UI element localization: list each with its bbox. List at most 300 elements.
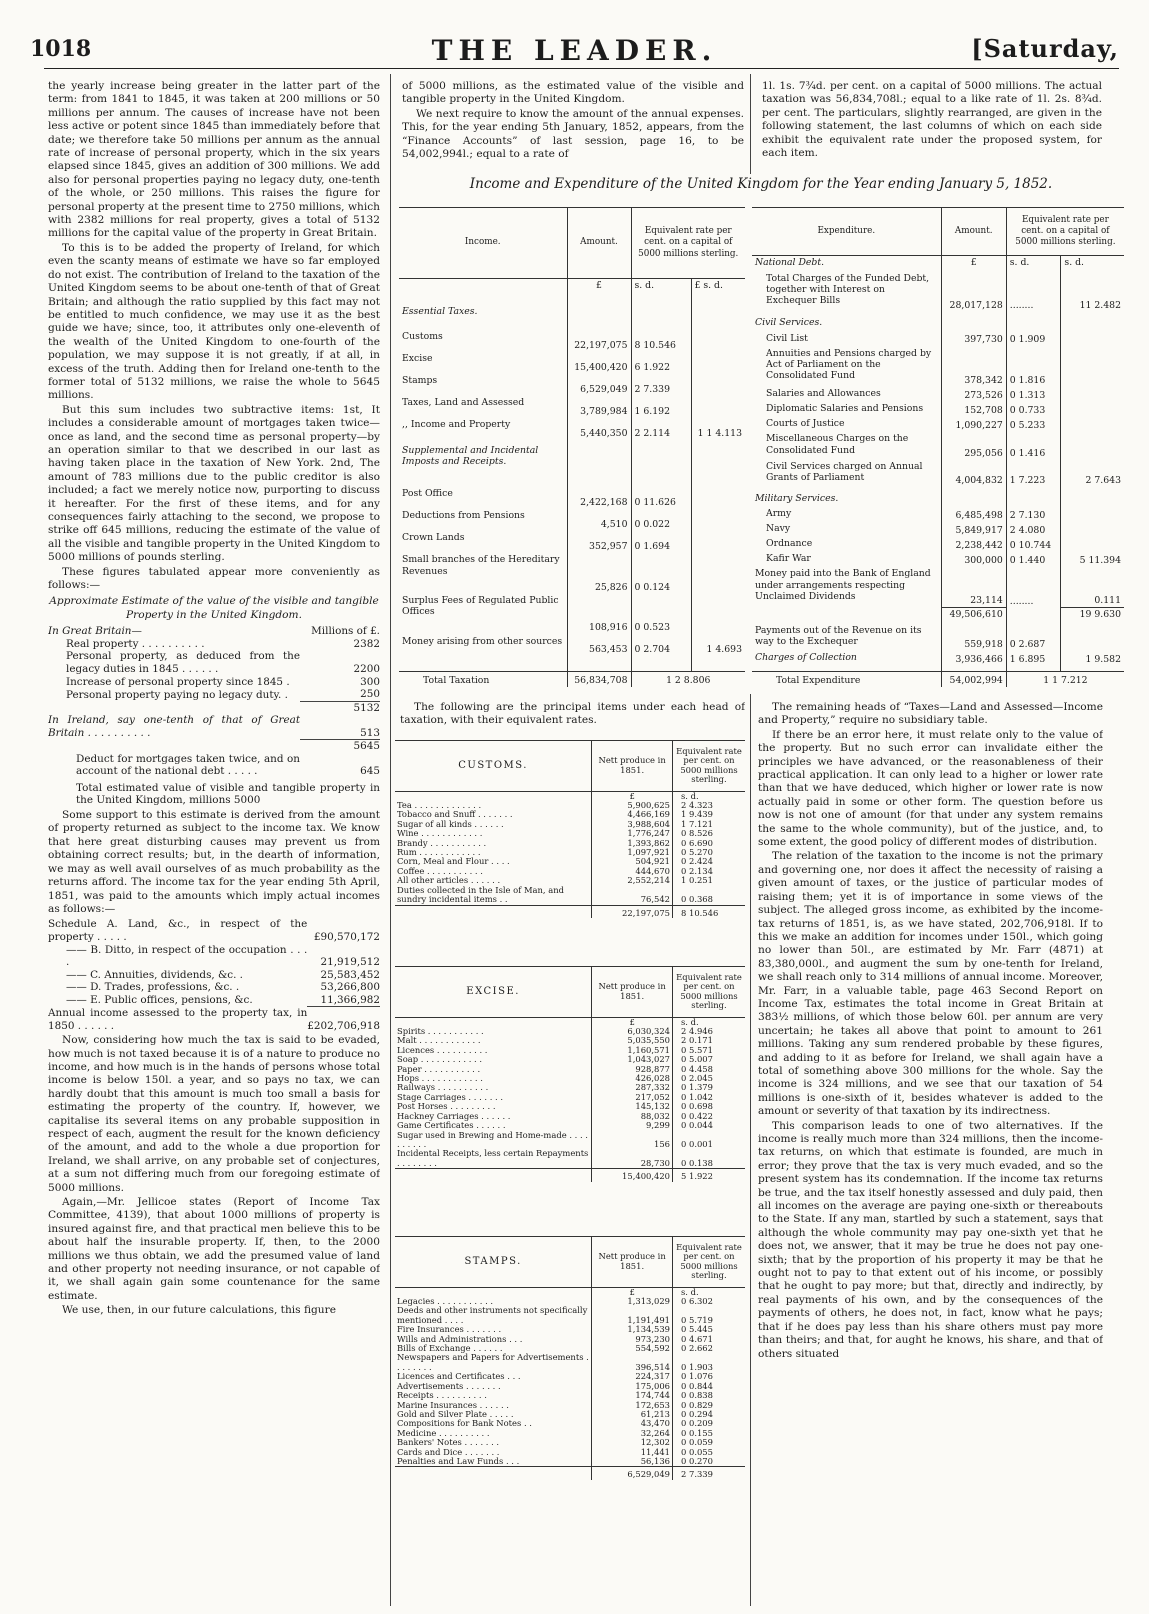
row-amount: 1,776,247 xyxy=(592,829,673,838)
total-rate: 8 10.546 xyxy=(673,905,746,918)
column-rule-3 xyxy=(750,694,751,1606)
unit-label: £ xyxy=(941,256,1006,272)
row-amount: 25,826 xyxy=(567,553,631,594)
group-total: 1 9.582 xyxy=(1061,651,1124,666)
row-amount: 504,921 xyxy=(592,857,673,866)
total-amount: 22,197,075 xyxy=(592,905,673,918)
row-rate: 0 0.044 xyxy=(673,1121,746,1130)
table-header-row xyxy=(395,967,745,1018)
group-heading: Civil Services. xyxy=(755,317,823,329)
row-label: Surplus Fees of Regulated Public Offices xyxy=(402,594,559,618)
header-rule xyxy=(44,68,1119,69)
row-rate: 0 5.270 xyxy=(673,848,746,857)
row-label: Post Office xyxy=(402,488,453,500)
income-total-rate: 1 2 8.806 xyxy=(631,671,745,687)
table-row xyxy=(395,1457,745,1467)
estimate-table xyxy=(48,625,380,807)
estimate-row-value: 513 xyxy=(360,726,380,739)
row-rate: 0 10.744 xyxy=(1006,537,1061,552)
row-amount: 43,470 xyxy=(592,1419,673,1428)
row-amount: 174,744 xyxy=(592,1391,673,1400)
total-rate: 5 1.922 xyxy=(673,1169,746,1182)
row-amount: 9,299 xyxy=(592,1121,673,1130)
expenditure-row-amount: 28,017,128 xyxy=(941,272,1006,313)
row-amount: 563,453 xyxy=(567,635,631,657)
row-label: Annuities and Pensions charged by Act of Parliament on the Consolidated Fund xyxy=(766,347,932,382)
paragraph: The relation of the taxation to the income is not the primary and governing one, nor does it affect the necessity of raising a given amount of taxes, or the justice of particular modes of raising them; yet it is of importance in some views of the subject. The alleged gross income, as exhibited by the income-tax returns of 1851, is, as we have stated, 202,706,918l. If to this we make an addition for incomes under 150l., which going no lower than 50l., are estimated by Mr. Farr (4871) at 83,380,000l., and augment the sum by one-tenth for Ireland, we shall reach only to 314 millions of annual income. Moreover, Mr. Farr, in a valuable table, page 463 Second Report on Income Tax, estimates the total income in Great Britain at 383½ millions, of which those below 60l. per annum are very uncertain; he takes all above that point to amount to 261 millions. Taking any sum rendered probable by these figures, and adding to it as before for Ireland, we shall again have a total of something above 300 millions for the whole. Say the income is 324 millions, and we see that our taxation of 54 millions is one-sixth of it, besides whatever is added to the amount or severity of that taxation by its indirectness. xyxy=(758,850,1103,1118)
expenditure-row-label: Total Charges of the Funded Debt, together with Interest on Exchequer Bills xyxy=(766,272,930,307)
table-row xyxy=(752,347,1124,388)
expenditure-group-total: 0.111 xyxy=(1061,567,1124,608)
paragraph: The remaining heads of “Taxes—Land and Assessed—Income and Property,” require no subsidiary table. xyxy=(758,701,1103,727)
paragraph: But this sum includes two subtractive items: 1st, It includes a considerable amount of mortgages taken twice—once as land, and the second time as personal property—by an operation similar to that we described in our last as having taken place in the taxation of New York. 2nd, The amount of 783 millions due to the public creditor is also included; a fact we merely notice now, purporting to discuss it hereafter. For the first of these items, and for any consequences fairly attaching to the second, we propose to strike off 645 millions, reducing the estimate of the value of all the visible and tangible property in the United Kingdom to 5000 millions of pounds sterling. xyxy=(48,403,380,564)
estimate-row-value: 2382 xyxy=(353,637,380,650)
row-label: Post Horses . . . . . . . . . xyxy=(397,1101,496,1112)
estimate-subtotal: 5132 xyxy=(300,701,380,714)
row-label: Penalties and Law Funds . . . xyxy=(397,1455,520,1466)
row-amount: 175,006 xyxy=(592,1382,673,1391)
expenditure-subtotal-amount: 49,506,610 xyxy=(941,608,1006,624)
row-rate: 0 4.458 xyxy=(673,1065,746,1074)
table-row xyxy=(399,635,745,657)
table-total-row xyxy=(395,1169,745,1182)
row-label: Advertisements . . . . . . . xyxy=(397,1380,501,1391)
stamps-name: STAMPS. xyxy=(395,1237,592,1288)
row-rate: 0 0.155 xyxy=(673,1429,746,1438)
row-label: Malt . . . . . . . . . . . . xyxy=(397,1035,481,1046)
estimate-row-value: 645 xyxy=(360,765,380,778)
row-label: Cards and Dice . . . . . . . xyxy=(397,1446,500,1457)
row-label: Railways . . . . . . . . . . xyxy=(397,1082,489,1093)
row-amount: 15,400,420 xyxy=(567,352,631,374)
table-row xyxy=(395,1149,745,1168)
income-head-rate: Equivalent rate per cent. on a capital of 5000 millions sterling. xyxy=(631,208,745,279)
row-label: Bills of Exchange . . . . . . xyxy=(397,1343,503,1354)
row-rate: 0 5.571 xyxy=(673,1046,746,1055)
paragraph: This comparison leads to one of two alternatives. If the income is really much more than 324 millions, then the income-tax returns, on which that estimate is founded, are much in error; they prove that the tax is very much evaded, and so the present system has its condemnation. If the income tax returns be true, and the tax itself honestly assessed and duly paid, then all incomes on the average are paying one-sixth or thereabouts to the State. If any man, startled by such a statement, says that although the whole community may pay one-sixth yet that he does not, we answer, that it may be true he does not pay one-sixth; that by the proportion of his property it may be that he ought not to pay to that extent out of his income, or possibly that he ought to pay more; but that, directly and indirectly, by real payments of his own, and by the consequences of the payments of others, he does not, in fact, know what he pays; that if he does pay less than his share others must pay more than theirs; and that, for aught he knows, his share, and that of others situated xyxy=(758,1119,1103,1360)
row-rate: 0 0.059 xyxy=(673,1438,746,1447)
schedule-row-value: 21,919,512 xyxy=(320,956,380,969)
row-amount: 22,197,075 xyxy=(567,330,631,352)
table-row xyxy=(399,553,745,594)
table-row xyxy=(752,522,1124,537)
table-row xyxy=(399,374,745,396)
row-label: Spirits . . . . . . . . . . . xyxy=(397,1026,484,1037)
table-row xyxy=(752,651,1124,666)
row-amount: 928,877 xyxy=(592,1065,673,1074)
row-rate: 2 2.114 xyxy=(631,418,691,440)
row-label: Miscellaneous Charges on the Consolidated Fund xyxy=(766,433,909,456)
row-label: Hackney Carriages . . . . . . xyxy=(397,1110,511,1121)
table-row xyxy=(752,402,1124,417)
row-label: Payments out of the Revenue on its way to the Exchequer xyxy=(755,624,922,647)
group-heading: Essential Taxes. xyxy=(402,306,478,318)
total-amount: 6,529,049 xyxy=(592,1467,673,1480)
row-label: Deeds and other instruments not specifically mentioned . . . . xyxy=(397,1305,588,1325)
group-heading: Military Services. xyxy=(755,492,839,504)
row-rate: 2 7.339 xyxy=(631,374,691,396)
row-amount: 2,238,442 xyxy=(941,537,1006,552)
row-label: Courts of Justice xyxy=(766,418,845,430)
row-amount: 559,918 xyxy=(941,624,1006,652)
schedule-row-value: 11,366,982 xyxy=(320,993,380,1006)
row-amount: 88,032 xyxy=(592,1112,673,1121)
row-rate: 1 0.251 xyxy=(673,876,746,885)
table-row xyxy=(399,418,745,440)
expenditure-head-amount: Amount. xyxy=(941,208,1006,256)
row-amount: 156 xyxy=(592,1131,673,1150)
row-rate: 0 11.626 xyxy=(631,487,691,509)
row-label: ,, Income and Property xyxy=(402,418,511,430)
row-amount: 1,160,571 xyxy=(592,1046,673,1055)
unit-label: £ xyxy=(592,1287,673,1297)
row-rate: 0 0.055 xyxy=(673,1448,746,1457)
estimate-row-label: Personal property paying no legacy duty. . xyxy=(66,688,288,701)
row-amount: 6,030,324 xyxy=(592,1027,673,1036)
row-amount: 6,485,498 xyxy=(941,507,1006,522)
table-row xyxy=(399,396,745,418)
row-amount: 76,542 xyxy=(592,886,673,905)
row-label: Corn, Meal and Flour . . . . xyxy=(397,856,510,867)
row-amount: 4,004,832 xyxy=(941,460,1006,488)
row-rate: 0 2.662 xyxy=(673,1344,746,1353)
row-label: Newspapers and Papers for Advertisements . . . . . . . . xyxy=(397,1352,589,1372)
table-row xyxy=(752,460,1124,488)
table-header-row xyxy=(395,1237,745,1288)
row-rate: 0 1.909 xyxy=(1006,332,1061,347)
row-amount: 1,191,491 xyxy=(592,1306,673,1325)
row-label: Hops . . . . . . . . . . . . xyxy=(397,1073,483,1084)
row-amount: 3,988,604 xyxy=(592,820,673,829)
row-amount: 1,313,029 xyxy=(592,1297,673,1306)
paragraph: We use, then, in our future calculations, this figure xyxy=(62,1304,336,1317)
row-label: Ordnance xyxy=(766,538,813,550)
row-rate: 0 0.022 xyxy=(631,509,691,531)
row-amount: 61,213 xyxy=(592,1410,673,1419)
row-rate: 0 0.838 xyxy=(673,1391,746,1400)
row-amount: 1,393,862 xyxy=(592,839,673,848)
row-rate: 0 2.424 xyxy=(673,857,746,866)
row-label: Small branches of the Hereditary Revenues xyxy=(402,554,560,577)
table-row xyxy=(395,886,745,905)
row-amount: 5,849,917 xyxy=(941,522,1006,537)
row-rate: 0 0.138 xyxy=(673,1149,746,1168)
row-label: Game Certificates . . . . . . xyxy=(397,1120,506,1131)
row-rate: 0 0.698 xyxy=(673,1102,746,1111)
row-amount: 397,730 xyxy=(941,332,1006,347)
estimate-caption: Approximate Estimate of the value of the visible and tangible Property in the United Kingdom. xyxy=(49,595,379,621)
row-rate: 0 0.829 xyxy=(673,1401,746,1410)
row-amount: 5,035,550 xyxy=(592,1036,673,1045)
row-label: Diplomatic Salaries and Pensions xyxy=(766,403,924,415)
row-amount: 1,097,921 xyxy=(592,848,673,857)
estimate-subtotal: 5645 xyxy=(300,740,380,753)
paragraph: the yearly increase being greater in the latter part of the term: from 1841 to 1845, it was taken at 200 millions or 50 millions per annum. The causes of increase have not been less active or potent since 1845 than immediately before that date; we therefore take 50 millions per annum as the annual rate of increase of personal property, which in the six years elapsed since 1845, gives an addition of 300 millions. We add also for personal properties paying no legacy duty, one-tenth of the whole, or 250 millions. This raises the figure for personal property at the present time to 2750 millions, which with 2382 millions for real property, gives a total of 5132 millions for the capital value of the property in Great Britain. xyxy=(48,80,380,240)
row-amount: 273,526 xyxy=(941,387,1006,402)
row-label: Bankers' Notes . . . . . . . xyxy=(397,1437,500,1448)
expenditure-table xyxy=(752,207,1124,687)
excise-name: EXCISE. xyxy=(395,967,592,1018)
row-rate: 0 0.270 xyxy=(673,1457,746,1467)
column-3-lower xyxy=(758,701,1103,1606)
row-rate: 0 1.042 xyxy=(673,1093,746,1102)
row-label: Brandy . . . . . . . . . . . xyxy=(397,837,487,848)
column-rule-1 xyxy=(390,74,391,1606)
row-amount: 396,514 xyxy=(592,1353,673,1372)
row-rate: 0 1.903 xyxy=(673,1353,746,1372)
row-label: Paper . . . . . . . . . . . xyxy=(397,1063,481,1074)
group-total: 5 11.394 xyxy=(1061,552,1124,567)
expenditure-group-total: 11 2.482 xyxy=(1061,272,1124,313)
row-amount: 217,052 xyxy=(592,1093,673,1102)
row-label: Kafir War xyxy=(766,553,811,565)
row-amount: 5,900,625 xyxy=(592,801,673,810)
row-rate: 1 7.223 xyxy=(1006,460,1061,488)
row-amount: 1,090,227 xyxy=(941,417,1006,432)
table-total-row xyxy=(395,1467,745,1480)
row-amount: 554,592 xyxy=(592,1344,673,1353)
unit-label: £ s. d. xyxy=(691,278,745,301)
head-amount: Nett produce in 1851. xyxy=(592,1237,673,1288)
table-row xyxy=(399,531,745,553)
head-amount: Nett produce in 1851. xyxy=(592,967,673,1018)
table-row xyxy=(752,552,1124,567)
income-total-label: Total Taxation xyxy=(399,671,567,687)
row-label: Stamps xyxy=(402,374,438,386)
row-label: Incidental Receipts, less certain Repayments . . . . . . . . xyxy=(397,1148,589,1168)
row-label: Crown Lands xyxy=(402,532,465,544)
head-rate: Equivalent rate per cent. on 5000 millions sterling. xyxy=(673,741,746,792)
total-amount: 15,400,420 xyxy=(592,1169,673,1182)
estimate-row-value: 300 xyxy=(360,675,380,688)
paragraph: We next require to know the amount of the annual expenses. This, for the year ending 5th January, 1852, appears, from the “Finance Accounts” of last session, page 16, to be 54,002,994l.; equal to a rate of xyxy=(402,107,744,161)
table-row xyxy=(399,330,745,352)
row-amount: 224,317 xyxy=(592,1372,673,1381)
issue-day: [Saturday, xyxy=(971,34,1119,63)
expenditure-total-rate: 1 1 7.212 xyxy=(1006,671,1124,687)
table-row xyxy=(752,537,1124,552)
row-amount: 3,936,466 xyxy=(941,651,1006,666)
row-rate: 2 7.130 xyxy=(1006,507,1061,522)
expenditure-subtotal-rate: 19 9.630 xyxy=(1061,608,1124,624)
row-amount: 295,056 xyxy=(941,432,1006,460)
row-label: Licences and Certificates . . . xyxy=(397,1371,521,1382)
income-total-amount: 56,834,708 xyxy=(567,671,631,687)
row-amount: 12,302 xyxy=(592,1438,673,1447)
row-amount: 172,653 xyxy=(592,1401,673,1410)
row-label: Money arising from other sources xyxy=(402,635,563,647)
head-amount: Nett produce in 1851. xyxy=(592,741,673,792)
row-rate: 2 0.171 xyxy=(673,1036,746,1045)
row-amount: 1,134,539 xyxy=(592,1325,673,1334)
row-label: Civil Services charged on Annual Grants of Parliament xyxy=(766,460,923,484)
schedule-row-label: —— E. Public offices, pensions, &c. xyxy=(66,994,253,1007)
row-rate: 0 0.001 xyxy=(673,1131,746,1150)
row-rate: 0 0.294 xyxy=(673,1410,746,1419)
row-label: Receipts . . . . . . . . . . xyxy=(397,1390,487,1401)
unit-label: £ xyxy=(592,1017,673,1027)
row-rate: 0 0.209 xyxy=(673,1419,746,1428)
row-amount: 1,043,027 xyxy=(592,1055,673,1064)
row-label: Licences . . . . . . . . . . xyxy=(397,1044,488,1055)
head-rate: Equivalent rate per cent. on 5000 millions sterling. xyxy=(673,967,746,1018)
group-heading: National Debt. xyxy=(755,257,825,269)
row-amount: 32,264 xyxy=(592,1429,673,1438)
row-amount: 426,028 xyxy=(592,1074,673,1083)
table-row xyxy=(752,387,1124,402)
estimate-row-label: Personal property, as deduced from the legacy duties in 1845 . . . . . . xyxy=(66,650,300,676)
unit-label: s. d. xyxy=(673,1017,746,1027)
row-label: Duties collected in the Isle of Man, and sundry incidental items . . xyxy=(397,884,565,905)
row-rate: 0 5.445 xyxy=(673,1325,746,1334)
row-label: Wine . . . . . . . . . . . . xyxy=(397,828,483,839)
table-row xyxy=(752,624,1124,652)
row-label: Tea . . . . . . . . . . . . . xyxy=(397,800,482,811)
customs-table xyxy=(395,740,745,918)
page-number: 1018 xyxy=(30,36,92,62)
row-amount: 352,957 xyxy=(567,531,631,553)
row-label: Stage Carriages . . . . . . . xyxy=(397,1091,504,1102)
row-label: Civil List xyxy=(766,332,808,344)
table-row xyxy=(395,1306,745,1325)
schedule-row-label: —— D. Trades, professions, &c. . xyxy=(66,981,240,994)
estimate-row-label: Deduct for mortgages taken twice, and on account of the national debt . . . . . xyxy=(76,752,300,778)
row-amount: 5,440,350 xyxy=(567,418,631,440)
group-total: 2 7.643 xyxy=(1061,460,1124,488)
schedule-row-label: —— B. Ditto, in respect of the occupation . . . . xyxy=(66,943,308,969)
row-amount: 145,132 xyxy=(592,1102,673,1111)
row-label: Deductions from Pensions xyxy=(402,510,525,522)
customs-name: CUSTOMS. xyxy=(395,741,592,792)
row-amount: 2,552,214 xyxy=(592,876,673,885)
expenditure-total-amount: 54,002,994 xyxy=(941,671,1006,687)
column-1 xyxy=(48,80,380,1606)
row-rate: 1 6.192 xyxy=(631,396,691,418)
unit-label: £ xyxy=(567,278,631,301)
expenditure-head-rate: Equivalent rate per cent. on a capital of 5000 millions sterling. xyxy=(1006,208,1124,256)
row-amount: 287,332 xyxy=(592,1083,673,1092)
row-amount: 28,730 xyxy=(592,1149,673,1168)
table-row xyxy=(395,1353,745,1372)
expenditure-row-rate: ........ xyxy=(1006,567,1061,608)
row-label: Sugar used in Brewing and Home-made . . . . . . . . . . xyxy=(397,1129,588,1149)
estimate-gb-label: In Great Britain— xyxy=(48,625,142,638)
row-amount: 300,000 xyxy=(941,552,1006,567)
row-label: Army xyxy=(766,508,792,520)
row-label: Navy xyxy=(766,523,791,535)
unit-label: £ xyxy=(592,791,673,801)
row-rate: 0 0.368 xyxy=(673,886,746,905)
unit-label: s. d. xyxy=(1006,256,1061,272)
table-row xyxy=(399,487,745,509)
excise-table xyxy=(395,966,745,1182)
row-label: Soap . . . . . . . . . . . . xyxy=(397,1054,483,1065)
row-label: Customs xyxy=(402,330,443,342)
row-label: Medicine . . . . . . . . . . xyxy=(397,1427,490,1438)
row-rate: 0 4.671 xyxy=(673,1335,746,1344)
row-rate: 0 1.379 xyxy=(673,1083,746,1092)
row-rate: 0 6.690 xyxy=(673,839,746,848)
row-rate: 0 6.302 xyxy=(673,1297,746,1306)
paragraph: The following are the principal items under each head of taxation, with their equivalent rates. xyxy=(400,701,745,727)
table-row xyxy=(752,507,1124,522)
row-rate: 0 1.416 xyxy=(1006,432,1061,460)
income-head-label: Income. xyxy=(399,208,567,279)
row-rate: 0 0.422 xyxy=(673,1112,746,1121)
row-rate: 0 2.704 xyxy=(631,635,691,657)
row-amount: 6,529,049 xyxy=(567,374,631,396)
row-amount: 2,422,168 xyxy=(567,487,631,509)
row-rate: 0 5.719 xyxy=(673,1306,746,1325)
income-head-amount: Amount. xyxy=(567,208,631,279)
expenditure-total-label: Total Expenditure xyxy=(752,671,941,687)
table-row xyxy=(399,509,745,531)
row-label: Legacies . . . . . . . . . . . xyxy=(397,1296,494,1307)
main-table-caption: Income and Expenditure of the United Kingdom for the Year ending January 5, 1852. xyxy=(469,176,1053,192)
table-row xyxy=(752,332,1124,347)
table-row xyxy=(395,1131,745,1150)
paragraph: These figures tabulated appear more conveniently as follows:— xyxy=(48,565,380,592)
unit-label: s. d. xyxy=(673,1287,746,1297)
table-row xyxy=(752,432,1124,460)
row-amount: 56,136 xyxy=(592,1457,673,1467)
schedule-total-value: £202,706,918 xyxy=(307,1007,380,1032)
column-3-top xyxy=(762,80,1102,170)
row-rate: 0 0.124 xyxy=(631,553,691,594)
row-label: Fire Insurances . . . . . . . xyxy=(397,1324,502,1335)
row-rate: 0 8.526 xyxy=(673,829,746,838)
row-label: Charges of Collection xyxy=(755,652,857,664)
row-label: Salaries and Allowances xyxy=(766,388,881,400)
income-table xyxy=(399,207,745,687)
schedule-row-value: 53,266,800 xyxy=(320,981,380,994)
row-amount: 152,708 xyxy=(941,402,1006,417)
expenditure-row-amount: 23,114 xyxy=(941,567,1006,608)
row-label: Taxes, Land and Assessed xyxy=(402,396,525,408)
row-rate: 1 9.439 xyxy=(673,810,746,819)
row-amount: 4,466,169 xyxy=(592,810,673,819)
estimate-row-label: In Ireland, say one-tenth of that of Great Britain . . . . . . . . . . xyxy=(48,714,300,739)
schedule-row-label: —— C. Annuities, dividends, &c. . xyxy=(66,968,243,981)
row-label: All other articles . . . . . . xyxy=(397,875,501,886)
row-rate: 0 1.694 xyxy=(631,531,691,553)
schedule-row-label: Schedule A. Land, &c., in respect of the property . . . . . xyxy=(48,918,308,943)
paragraph: of 5000 millions, as the estimated value of the visible and tangible property in the United Kingdom. xyxy=(402,80,744,106)
row-rate: 0 1.313 xyxy=(1006,387,1061,402)
row-label: Marine Insurances . . . . . . xyxy=(397,1399,509,1410)
row-rate: 0 2.687 xyxy=(1006,624,1061,652)
newspaper-title: THE LEADER. xyxy=(431,34,718,67)
schedule-table xyxy=(48,918,380,1032)
row-rate: 0 0.523 xyxy=(631,594,691,635)
row-amount: 108,916 xyxy=(567,594,631,635)
table-row xyxy=(399,594,745,635)
table-total-row xyxy=(395,905,745,918)
expenditure-head-label: Expenditure. xyxy=(752,208,941,256)
estimate-row-value: 2200 xyxy=(353,663,380,676)
estimate-row-label: Real property . . . . . . . . . . xyxy=(66,637,205,650)
row-rate: 0 1.076 xyxy=(673,1372,746,1381)
estimate-total: Total estimated value of visible and tangible property in the United Kingdom, millions 5000 xyxy=(76,781,380,807)
row-amount: 11,441 xyxy=(592,1448,673,1457)
row-amount: 3,789,984 xyxy=(567,396,631,418)
unit-label: s. d. xyxy=(673,791,746,801)
table-row xyxy=(752,417,1124,432)
schedule-row-value: £90,570,172 xyxy=(313,930,380,943)
row-label: Tobacco and Snuff . . . . . . . xyxy=(397,809,513,820)
paragraph: Some support to this estimate is derived from the amount of property returned as subject to the income tax. We know that here great disturbing causes may prevent us from obtaining correct results; but, in the dearth of information, we may as well avail ourselves of as much probability as the returns afford. The income tax for the year ending 5th April, 1851, was paid to the amounts which imply actual incomes as follows:— xyxy=(48,809,380,915)
paragraph: If there be an error here, it must relate only to the value of the property. But no such error can invalidate either the principles we have advanced, or the reasonableness of their practical application. It can only lead to a higher or lower rate than that we have deduced, which higher or lower rate is now actually paid in some or other form. The question before us now is not one of amount (for that under any system remains the same to the whole community), but of the justice, and, to some extent, the good policy of different modes of distribution. xyxy=(758,728,1103,849)
